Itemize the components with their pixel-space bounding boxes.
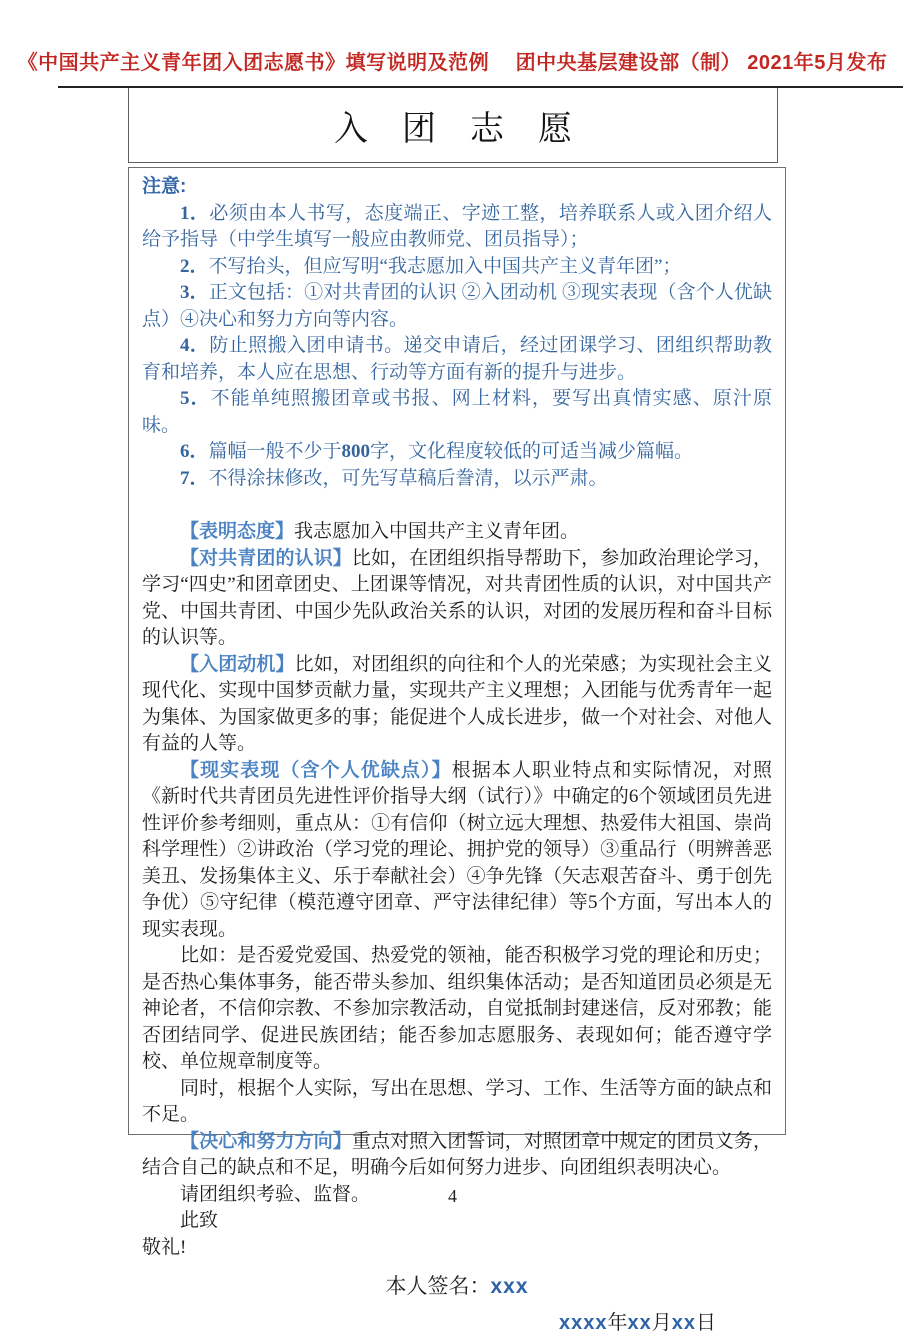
note-text: 字，文化程度较低的可适当减少篇幅。 [370,441,693,462]
section-label: 【表明态度】 [180,521,294,542]
section-label: 【对共青团的认识】 [180,548,352,569]
note-number: 1． [180,203,209,224]
section-understanding [142,546,772,652]
bold-number: 6 [629,786,639,807]
signature-value: xxx [490,1275,528,1298]
note-text: 必须由本人书写，态度端正、字迹工整，培养联系人或入团介绍人给予指导（中学生填写一般应由教师党、团员指导）； [142,203,772,251]
form-body [128,167,786,1135]
section-attitude [142,519,772,546]
date-year-value: xxxx [559,1312,608,1334]
section-performance [142,758,772,944]
note-text: 不得涂抹修改，可先写草稿后誊清，以示严肃。 [209,468,608,489]
note-number: 2． [180,256,209,277]
salute-line: 敬礼! [142,1235,772,1262]
signature-line [142,1273,772,1301]
date-line [142,1310,772,1336]
note-item-3 [142,280,772,333]
section-label: 【决心和努力方向】 [180,1131,352,1152]
date-day-unit: 日 [696,1312,716,1334]
section-determination [142,1129,772,1182]
page-title: 入 团 志 愿 [334,101,572,150]
section-motivation [142,652,772,758]
note-item-2 [142,254,772,281]
note-number: 7． [180,468,209,489]
notice-heading: 注意: [142,174,772,201]
note-bold-number: 800 [342,441,371,462]
note-number: 4． [180,335,209,356]
note-text: 篇幅一般不少于 [209,441,342,462]
section-text: 重点对照入团誓词，对照团章中规定的团员义务，结合自己的缺点和不足，明确今后如何努力进步、向团组织表明决心。 [142,1131,772,1179]
note-item-5 [142,386,772,439]
bold-number: 5 [588,892,598,913]
date-month-unit: 月 [652,1312,672,1334]
section-request: 请团组织考验、监督。 [142,1182,772,1209]
section-text: 比如，在团组织指导帮助下，参加政治理论学习，学习“四史”和团章团史、上团课等情况，对共青团性质的认识，对中国共产党、中国共青团、中国少先队政治关系的认识，对团的发展历程和奋斗目标的认识等。 [142,548,772,649]
note-number: 6． [180,441,209,462]
note-text: 防止照搬入团申请书。递交申请后，经过团课学习、团组织帮助教育和培养，本人应在思想、行动等方面有新的提升与进步。 [142,335,772,383]
closing-line: 此致 [142,1208,772,1235]
section-label: 【入团动机】 [180,654,295,675]
page-number: 4 [0,1186,905,1207]
date-month-value: xx [628,1312,652,1334]
signature-label: 本人签名： [385,1274,490,1298]
note-item-4 [142,333,772,386]
section-text: 个方面，写出本人的现实表现。 [142,892,772,940]
note-item-6 [142,439,772,466]
date-day-value: xx [672,1312,696,1334]
note-item-1 [142,201,772,254]
header-banner: 《中国共产主义青年团入团志愿书》填写说明及范例 团中央基层建设部（制） 2021年5月发布 [0,46,905,75]
title-box [128,88,778,163]
date-year-unit: 年 [608,1312,628,1334]
section-text: 根据本人职业特点和实际情况，对照《新时代共青团员先进性评价指导大纲（试行）》中确定的 [142,760,772,808]
note-number: 3． [180,282,209,303]
section-text: 个领域团员先进性评价参考细则，重点从：①有信仰（树立远大理想、热爱伟大祖国、崇尚科学理性）②讲政治（学习党的理论、拥护党的领导）③重品行（明辨善恶美丑、发扬集体主义、乐于奉献社会）④争先锋（矢志艰苦奋斗、勇于创先争优）⑤守纪律（模范遵守团章、严守法律纪律）等 [142,786,772,913]
note-text: 正文包括：①对共青团的认识 ②入团动机 ③现实表现（含个人优缺点）④决心和努力方向等内容。 [142,282,772,330]
section-text: 我志愿加入中国共产主义青年团。 [294,521,579,542]
section-performance-example: 比如：是否爱党爱国、热爱党的领袖，能否积极学习党的理论和历史；是否热心集体事务，能否带头参加、组织集体活动；是否知道团员必须是无神论者，不信仰宗教、不参加宗教活动，自觉抵制封建迷信，反对邪教；能否团结同学、促进民族团结；能否参加志愿服务、表现如何；能否遵守学校、单位规章制度等。 [142,943,772,1076]
section-label: 【现实表现（含个人优缺点）】 [180,760,452,781]
section-shortcomings: 同时，根据个人实际，写出在思想、学习、工作、生活等方面的缺点和不足。 [142,1076,772,1129]
note-number: 5． [180,388,211,409]
note-item-7 [142,466,772,493]
note-text: 不能单纯照搬团章或书报、网上材料，要写出真情实感、原汁原味。 [142,388,772,436]
note-text: 不写抬头，但应写明“我志愿加入中国共产主义青年团”； [209,256,682,277]
section-text: 比如，对团组织的向往和个人的光荣感；为实现社会主义现代化、实现中国梦贡献力量，实现共产主义理想；入团能与优秀青年一起为集体、为国家做更多的事；能促进个人成长进步，做一个对社会、对他人有益的人等。 [142,654,772,755]
